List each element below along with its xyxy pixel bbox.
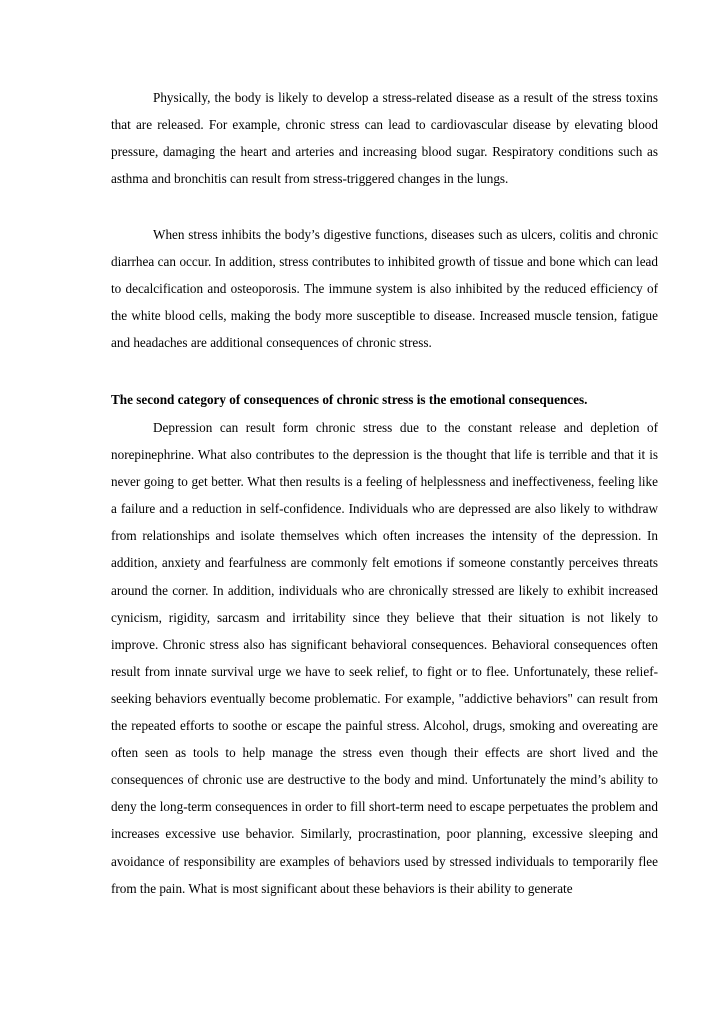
- section-heading-emotional-consequences: The second category of consequences of chronic stress is the emotional consequences.: [111, 392, 588, 407]
- paragraph-emotional-behavioral: Depression can result form chronic stress due to the constant release and depletion of norepinephrine. What also contributes to the depression is the thought that life is terrible and that it is never going to get better. What then results is a feeling of helplessness and ineffectiveness, feeling like a failure and a reduction in self-confidence. Individuals who are depressed are also likely to withdraw from relationships and isolate themselves which often increases the intensity of the depression. In addition, anxiety and fearfulness are commonly felt emotions if someone constantly perceives threats around the corner. In addition, individuals who are chronically stressed are likely to exhibit increased cynicism, rigidity, sarcasm and irritability since they believe that their situation is not likely to improve. Chronic stress also has significant behavioral consequences. Behavioral consequences often result from innate survival urge we have to seek relief, to fight or to flee. Unfortunately, these relief-seeking behaviors eventually become problematic. For example, "addictive behaviors" can result from the repeated efforts to soothe or escape the painful stress. Alcohol, drugs, smoking and overeating are often seen as tools to help manage the stress even though their effects are short lived and the consequences of chronic use are destructive to the body and mind. Unfortunately the mind’s ability to deny the long-term consequences in order to fill short-term need to escape perpetuates the problem and increases excessive use behavior. Similarly, procrastination, poor planning, excessive sleeping and avoidance of responsibility are examples of behaviors used by stressed individuals to temporarily flee from the pain. What is most significant about these behaviors is their ability to generate: [111, 420, 658, 896]
- paragraph-digestive-immune: When stress inhibits the body’s digestive functions, diseases such as ulcers, colitis and chronic diarrhea can occur. In addition, stress contributes to inhibited growth of tissue and bone which can lead to decalcification and osteoporosis. The immune system is also inhibited by the reduced efficiency of the white blood cells, making the body more susceptible to disease. Increased muscle tension, fatigue and headaches are additional consequences of chronic stress.: [111, 227, 658, 351]
- paragraph-physical-consequences: Physically, the body is likely to develop a stress-related disease as a result of the stress toxins that are released. For example, chronic stress can lead to cardiovascular disease by elevating blood pressure, damaging the heart and arteries and increasing blood sugar. Respiratory conditions such as asthma and bronchitis can result from stress-triggered changes in the lungs.: [111, 90, 658, 187]
